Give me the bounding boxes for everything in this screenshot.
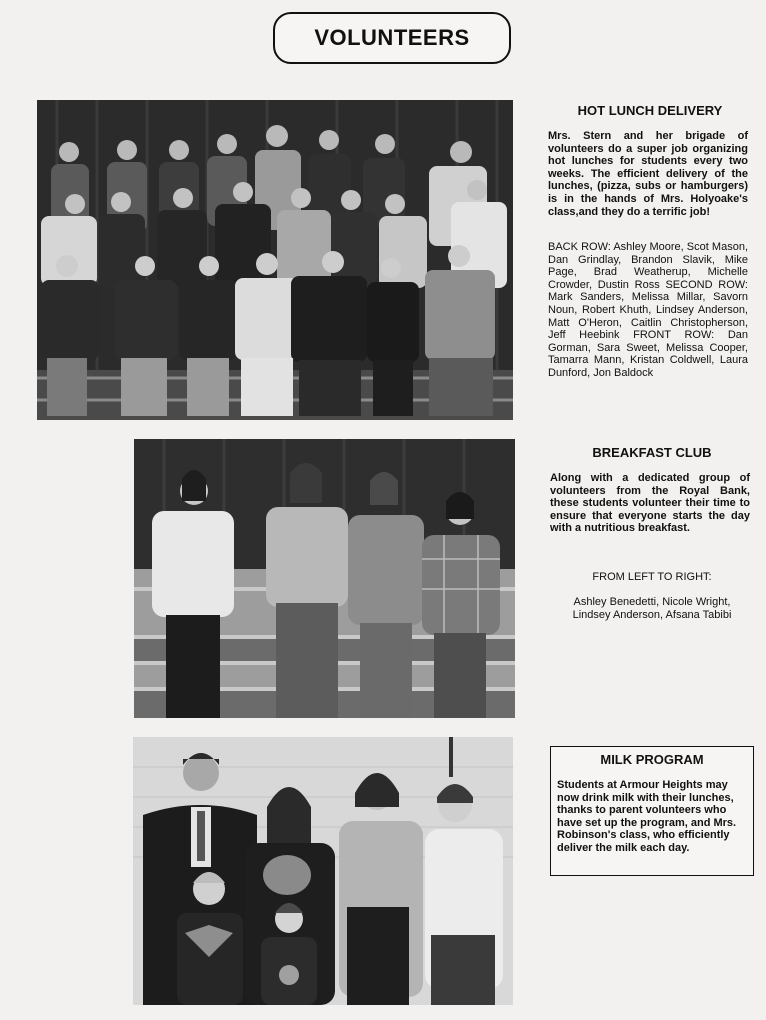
milk-program-description: Students at Armour Heights may now drink milk with their lunches, thanks to parent volunteers who have set up the program, and Mrs. Robinson's class, who efficiently deliver the milk each day. (557, 779, 737, 854)
breakfast-club-description: Along with a dedicated group of volunteers from the Royal Bank, these students volunteer their time to ensure that everyone starts the day with a nutritious breakfast. (550, 472, 750, 535)
milk-program-box (550, 746, 754, 876)
hot-lunch-heading: HOT LUNCH DELIVERY (577, 103, 723, 118)
hot-lunch-description: Mrs. Stern and her brigade of volunteers do a super job organizing hot lunches for students every two weeks. The efficient delivery of the lunches, (pizza, subs or hamburgers) is in the hands of Mrs. Holyoake's class,and they do a terrific job! (548, 130, 748, 218)
page-title-box (273, 12, 511, 64)
breakfast-club-photo (134, 439, 515, 718)
milk-program-heading: MILK PROGRAM (600, 752, 704, 767)
breakfast-club-order-label: FROM LEFT TO RIGHT: (592, 571, 712, 583)
breakfast-club-heading: BREAKFAST CLUB (592, 445, 712, 460)
breakfast-club-names: Ashley Benedetti, Nicole Wright, Lindsey Anderson, Afsana Tabibi (572, 596, 732, 621)
hot-lunch-group-photo (37, 100, 513, 420)
hot-lunch-names: BACK ROW: Ashley Moore, Scot Mason, Dan Grindlay, Brandon Slavik, Mike Page, Brad Weatherup, Michelle Crowder, Dustin Ross SECOND ROW: Mark Sanders, Melissa Millar, Savorn Noun, Robert Khuth, Lindsey Anderson, Matt O'Heron, Caitlin Christopherson, Jeff Heebink FRONT ROW: Dan Gorman, Sara Sweet, Melissa Cooper, Tamarra Mann, Kristan Coldwell, Laura Dunford, Jon Baldock (548, 241, 748, 379)
milk-program-photo (133, 737, 513, 1005)
page-title: VOLUNTEERS (314, 25, 470, 50)
